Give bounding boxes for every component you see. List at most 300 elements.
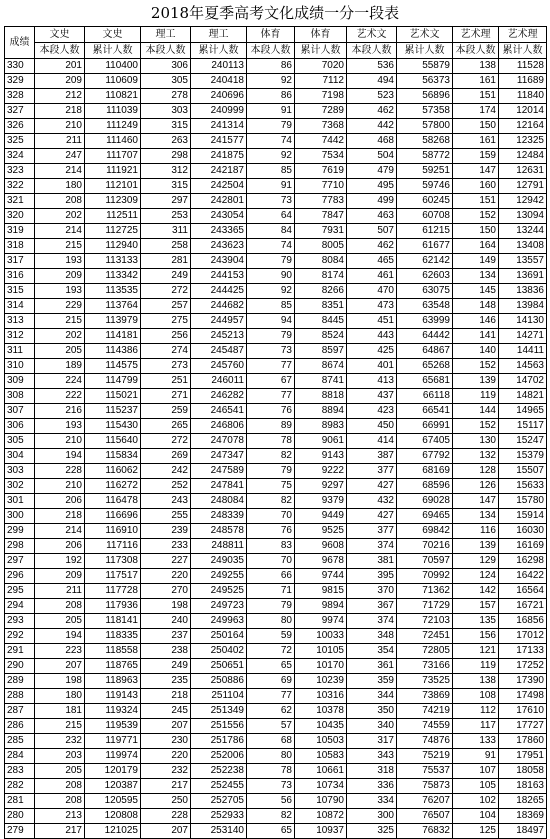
yishuwen-segment-cell: 350 xyxy=(347,704,397,719)
yishuwen-cumulative-cell: 63548 xyxy=(397,299,453,314)
wenshi-cumulative-cell: 114386 xyxy=(85,344,141,359)
wenshi-cumulative-cell: 119974 xyxy=(85,749,141,764)
yishuli-segment-cell: 129 xyxy=(453,554,499,569)
yishuwen-segment-cell: 370 xyxy=(347,584,397,599)
wenshi-segment-cell: 214 xyxy=(35,164,85,179)
wenshi-cumulative-cell: 112309 xyxy=(85,194,141,209)
wenshi-segment-cell: 206 xyxy=(35,539,85,554)
wenshi-cumulative-cell: 117728 xyxy=(85,584,141,599)
wenshi-cumulative-cell: 121025 xyxy=(85,824,141,839)
yishuli-segment-cell: 174 xyxy=(453,104,499,119)
table-row xyxy=(5,719,547,734)
header-cumulative-count: 累计人数 xyxy=(191,43,247,59)
ligong-segment-cell: 230 xyxy=(141,734,191,749)
yishuwen-segment-cell: 463 xyxy=(347,209,397,224)
ligong-segment-cell: 251 xyxy=(141,374,191,389)
tiyu-segment-cell: 73 xyxy=(247,194,295,209)
wenshi-segment-cell: 210 xyxy=(35,119,85,134)
ligong-segment-cell: 239 xyxy=(141,524,191,539)
score-cell: 326 xyxy=(5,119,35,134)
yishuli-segment-cell: 105 xyxy=(453,779,499,794)
wenshi-cumulative-cell: 116910 xyxy=(85,524,141,539)
score-cell: 283 xyxy=(5,764,35,779)
yishuli-cumulative-cell: 15379 xyxy=(499,449,547,464)
tiyu-segment-cell: 92 xyxy=(247,284,295,299)
tiyu-segment-cell: 72 xyxy=(247,644,295,659)
wenshi-cumulative-cell: 114575 xyxy=(85,359,141,374)
yishuwen-cumulative-cell: 68169 xyxy=(397,464,453,479)
tiyu-segment-cell: 75 xyxy=(247,479,295,494)
ligong-segment-cell: 220 xyxy=(141,569,191,584)
wenshi-segment-cell: 228 xyxy=(35,464,85,479)
ligong-cumulative-cell: 250164 xyxy=(191,629,247,644)
score-cell: 300 xyxy=(5,509,35,524)
tiyu-segment-cell: 65 xyxy=(247,659,295,674)
yishuli-cumulative-cell: 17012 xyxy=(499,629,547,644)
yishuli-segment-cell: 148 xyxy=(453,299,499,314)
score-cell: 324 xyxy=(5,149,35,164)
ligong-cumulative-cell: 253140 xyxy=(191,824,247,839)
tiyu-cumulative-cell: 8894 xyxy=(295,404,347,419)
wenshi-segment-cell: 194 xyxy=(35,449,85,464)
yishuwen-segment-cell: 344 xyxy=(347,689,397,704)
yishuli-segment-cell: 139 xyxy=(453,539,499,554)
yishuli-cumulative-cell: 12164 xyxy=(499,119,547,134)
ligong-segment-cell: 272 xyxy=(141,284,191,299)
wenshi-cumulative-cell: 112725 xyxy=(85,224,141,239)
yishuli-cumulative-cell: 15507 xyxy=(499,464,547,479)
wenshi-cumulative-cell: 112940 xyxy=(85,239,141,254)
tiyu-segment-cell: 92 xyxy=(247,74,295,89)
ligong-cumulative-cell: 249035 xyxy=(191,554,247,569)
yishuli-cumulative-cell: 12631 xyxy=(499,164,547,179)
score-cell: 282 xyxy=(5,779,35,794)
wenshi-segment-cell: 211 xyxy=(35,134,85,149)
ligong-segment-cell: 250 xyxy=(141,794,191,809)
score-cell: 288 xyxy=(5,689,35,704)
wenshi-cumulative-cell: 110821 xyxy=(85,89,141,104)
tiyu-cumulative-cell: 10378 xyxy=(295,704,347,719)
yishuwen-cumulative-cell: 59746 xyxy=(397,179,453,194)
ligong-segment-cell: 242 xyxy=(141,464,191,479)
yishuli-cumulative-cell: 16169 xyxy=(499,539,547,554)
score-cell: 297 xyxy=(5,554,35,569)
yishuwen-cumulative-cell: 55879 xyxy=(397,59,453,74)
table-row xyxy=(5,824,547,839)
header-cumulative-count: 累计人数 xyxy=(85,43,141,59)
yishuwen-segment-cell: 318 xyxy=(347,764,397,779)
tiyu-cumulative-cell: 9678 xyxy=(295,554,347,569)
wenshi-segment-cell: 201 xyxy=(35,59,85,74)
ligong-segment-cell: 271 xyxy=(141,389,191,404)
yishuwen-segment-cell: 300 xyxy=(347,809,397,824)
ligong-cumulative-cell: 243054 xyxy=(191,209,247,224)
wenshi-cumulative-cell: 120179 xyxy=(85,764,141,779)
score-cell: 293 xyxy=(5,614,35,629)
ligong-segment-cell: 312 xyxy=(141,164,191,179)
ligong-cumulative-cell: 249963 xyxy=(191,614,247,629)
yishuwen-cumulative-cell: 66541 xyxy=(397,404,453,419)
yishuli-cumulative-cell: 16298 xyxy=(499,554,547,569)
wenshi-segment-cell: 194 xyxy=(35,629,85,644)
yishuwen-segment-cell: 468 xyxy=(347,134,397,149)
ligong-segment-cell: 257 xyxy=(141,299,191,314)
ligong-cumulative-cell: 247841 xyxy=(191,479,247,494)
yishuwen-segment-cell: 462 xyxy=(347,239,397,254)
ligong-cumulative-cell: 250651 xyxy=(191,659,247,674)
yishuwen-cumulative-cell: 76832 xyxy=(397,824,453,839)
yishuli-cumulative-cell: 18163 xyxy=(499,779,547,794)
ligong-segment-cell: 275 xyxy=(141,314,191,329)
wenshi-segment-cell: 192 xyxy=(35,554,85,569)
wenshi-segment-cell: 222 xyxy=(35,389,85,404)
table-row xyxy=(5,134,547,149)
tiyu-cumulative-cell: 9974 xyxy=(295,614,347,629)
tiyu-cumulative-cell: 8818 xyxy=(295,389,347,404)
table-row xyxy=(5,74,547,89)
header-score: 成绩 xyxy=(5,27,35,59)
score-cell: 280 xyxy=(5,809,35,824)
wenshi-cumulative-cell: 118558 xyxy=(85,644,141,659)
tiyu-segment-cell: 78 xyxy=(247,434,295,449)
tiyu-cumulative-cell: 7112 xyxy=(295,74,347,89)
yishuwen-cumulative-cell: 58772 xyxy=(397,149,453,164)
table-row xyxy=(5,764,547,779)
ligong-segment-cell: 232 xyxy=(141,764,191,779)
yishuli-segment-cell: 140 xyxy=(453,344,499,359)
ligong-cumulative-cell: 251556 xyxy=(191,719,247,734)
table-row xyxy=(5,554,547,569)
yishuwen-segment-cell: 374 xyxy=(347,539,397,554)
ligong-cumulative-cell: 252933 xyxy=(191,809,247,824)
yishuwen-cumulative-cell: 72805 xyxy=(397,644,453,659)
ligong-cumulative-cell: 241875 xyxy=(191,149,247,164)
ligong-segment-cell: 233 xyxy=(141,539,191,554)
wenshi-cumulative-cell: 116696 xyxy=(85,509,141,524)
table-row xyxy=(5,299,547,314)
yishuli-segment-cell: 151 xyxy=(453,89,499,104)
tiyu-cumulative-cell: 10790 xyxy=(295,794,347,809)
table-row xyxy=(5,374,547,389)
score-cell: 307 xyxy=(5,404,35,419)
wenshi-segment-cell: 180 xyxy=(35,689,85,704)
yishuli-segment-cell: 125 xyxy=(453,824,499,839)
ligong-segment-cell: 237 xyxy=(141,629,191,644)
tiyu-segment-cell: 64 xyxy=(247,209,295,224)
table-row xyxy=(5,194,547,209)
page-title: 2018年夏季高考文化成绩一分一段表 xyxy=(150,4,400,22)
tiyu-segment-cell: 71 xyxy=(247,584,295,599)
yishuwen-segment-cell: 377 xyxy=(347,524,397,539)
tiyu-cumulative-cell: 10734 xyxy=(295,779,347,794)
wenshi-segment-cell: 189 xyxy=(35,359,85,374)
tiyu-cumulative-cell: 10661 xyxy=(295,764,347,779)
wenshi-cumulative-cell: 113133 xyxy=(85,254,141,269)
ligong-cumulative-cell: 244425 xyxy=(191,284,247,299)
tiyu-cumulative-cell: 10033 xyxy=(295,629,347,644)
yishuli-segment-cell: 159 xyxy=(453,149,499,164)
yishuwen-cumulative-cell: 72451 xyxy=(397,629,453,644)
wenshi-cumulative-cell: 113979 xyxy=(85,314,141,329)
yishuli-segment-cell: 135 xyxy=(453,614,499,629)
wenshi-cumulative-cell: 111707 xyxy=(85,149,141,164)
yishuwen-segment-cell: 395 xyxy=(347,569,397,584)
header-tiyu: 体育 xyxy=(247,27,295,43)
yishuwen-segment-cell: 413 xyxy=(347,374,397,389)
yishuli-cumulative-cell: 14271 xyxy=(499,329,547,344)
header-row-bottom xyxy=(5,43,547,59)
score-cell: 319 xyxy=(5,224,35,239)
tiyu-segment-cell: 89 xyxy=(247,419,295,434)
yishuli-segment-cell: 134 xyxy=(453,269,499,284)
tiyu-cumulative-cell: 8741 xyxy=(295,374,347,389)
wenshi-segment-cell: 208 xyxy=(35,599,85,614)
tiyu-segment-cell: 56 xyxy=(247,794,295,809)
tiyu-cumulative-cell: 10435 xyxy=(295,719,347,734)
wenshi-cumulative-cell: 118963 xyxy=(85,674,141,689)
table-row xyxy=(5,659,547,674)
tiyu-segment-cell: 80 xyxy=(247,614,295,629)
tiyu-cumulative-cell: 9222 xyxy=(295,464,347,479)
yishuwen-segment-cell: 495 xyxy=(347,179,397,194)
wenshi-segment-cell: 218 xyxy=(35,509,85,524)
header-yishuli: 艺术理 xyxy=(453,27,499,43)
yishuwen-segment-cell: 462 xyxy=(347,104,397,119)
tiyu-segment-cell: 80 xyxy=(247,749,295,764)
wenshi-cumulative-cell: 114799 xyxy=(85,374,141,389)
ligong-segment-cell: 243 xyxy=(141,494,191,509)
tiyu-cumulative-cell: 8005 xyxy=(295,239,347,254)
yishuli-segment-cell: 107 xyxy=(453,764,499,779)
yishuli-cumulative-cell: 13557 xyxy=(499,254,547,269)
yishuli-cumulative-cell: 18497 xyxy=(499,824,547,839)
table-row xyxy=(5,254,547,269)
yishuwen-cumulative-cell: 64867 xyxy=(397,344,453,359)
wenshi-cumulative-cell: 119539 xyxy=(85,719,141,734)
yishuwen-cumulative-cell: 65681 xyxy=(397,374,453,389)
ligong-cumulative-cell: 247347 xyxy=(191,449,247,464)
score-cell: 302 xyxy=(5,479,35,494)
header-row-top xyxy=(5,27,547,43)
wenshi-cumulative-cell: 115640 xyxy=(85,434,141,449)
ligong-cumulative-cell: 246282 xyxy=(191,389,247,404)
ligong-cumulative-cell: 246011 xyxy=(191,374,247,389)
yishuwen-cumulative-cell: 62603 xyxy=(397,269,453,284)
ligong-cumulative-cell: 240418 xyxy=(191,74,247,89)
score-cell: 315 xyxy=(5,284,35,299)
score-cell: 313 xyxy=(5,314,35,329)
ligong-segment-cell: 238 xyxy=(141,644,191,659)
header-cumulative-count: 累计人数 xyxy=(397,43,453,59)
yishuli-segment-cell: 149 xyxy=(453,254,499,269)
table-row xyxy=(5,344,547,359)
tiyu-cumulative-cell: 7847 xyxy=(295,209,347,224)
yishuli-segment-cell: 121 xyxy=(453,644,499,659)
tiyu-cumulative-cell: 10503 xyxy=(295,734,347,749)
yishuli-cumulative-cell: 13984 xyxy=(499,299,547,314)
header-ligong: 理工 xyxy=(191,27,247,43)
yishuwen-cumulative-cell: 75873 xyxy=(397,779,453,794)
ligong-cumulative-cell: 252006 xyxy=(191,749,247,764)
wenshi-cumulative-cell: 117116 xyxy=(85,539,141,554)
tiyu-cumulative-cell: 9061 xyxy=(295,434,347,449)
tiyu-segment-cell: 82 xyxy=(247,494,295,509)
ligong-segment-cell: 253 xyxy=(141,209,191,224)
tiyu-cumulative-cell: 10872 xyxy=(295,809,347,824)
yishuli-segment-cell: 142 xyxy=(453,584,499,599)
wenshi-segment-cell: 214 xyxy=(35,524,85,539)
tiyu-segment-cell: 85 xyxy=(247,299,295,314)
wenshi-cumulative-cell: 114181 xyxy=(85,329,141,344)
yishuwen-segment-cell: 359 xyxy=(347,674,397,689)
yishuwen-cumulative-cell: 64442 xyxy=(397,329,453,344)
ligong-segment-cell: 278 xyxy=(141,89,191,104)
wenshi-cumulative-cell: 116062 xyxy=(85,464,141,479)
ligong-segment-cell: 256 xyxy=(141,329,191,344)
wenshi-segment-cell: 205 xyxy=(35,764,85,779)
wenshi-cumulative-cell: 111460 xyxy=(85,134,141,149)
yishuwen-segment-cell: 450 xyxy=(347,419,397,434)
yishuli-segment-cell: 117 xyxy=(453,719,499,734)
tiyu-segment-cell: 57 xyxy=(247,719,295,734)
wenshi-segment-cell: 203 xyxy=(35,749,85,764)
table-row xyxy=(5,209,547,224)
yishuli-cumulative-cell: 14702 xyxy=(499,374,547,389)
score-cell: 328 xyxy=(5,89,35,104)
yishuwen-cumulative-cell: 61677 xyxy=(397,239,453,254)
score-cell: 322 xyxy=(5,179,35,194)
yishuli-cumulative-cell: 14563 xyxy=(499,359,547,374)
tiyu-cumulative-cell: 7442 xyxy=(295,134,347,149)
yishuwen-segment-cell: 494 xyxy=(347,74,397,89)
table-row xyxy=(5,449,547,464)
ligong-cumulative-cell: 246806 xyxy=(191,419,247,434)
yishuli-segment-cell: 126 xyxy=(453,479,499,494)
yishuli-cumulative-cell: 15247 xyxy=(499,434,547,449)
tiyu-cumulative-cell: 8266 xyxy=(295,284,347,299)
score-cell: 281 xyxy=(5,794,35,809)
yishuwen-segment-cell: 340 xyxy=(347,719,397,734)
yishuwen-cumulative-cell: 67405 xyxy=(397,434,453,449)
yishuwen-cumulative-cell: 68596 xyxy=(397,479,453,494)
yishuli-cumulative-cell: 17610 xyxy=(499,704,547,719)
score-cell: 308 xyxy=(5,389,35,404)
yishuli-cumulative-cell: 18369 xyxy=(499,809,547,824)
yishuwen-cumulative-cell: 76507 xyxy=(397,809,453,824)
score-cell: 296 xyxy=(5,569,35,584)
yishuwen-segment-cell: 377 xyxy=(347,464,397,479)
yishuwen-segment-cell: 401 xyxy=(347,359,397,374)
table-row xyxy=(5,59,547,74)
score-cell: 320 xyxy=(5,209,35,224)
wenshi-cumulative-cell: 120595 xyxy=(85,794,141,809)
tiyu-cumulative-cell: 7619 xyxy=(295,164,347,179)
yishuli-segment-cell: 91 xyxy=(453,749,499,764)
yishuli-segment-cell: 152 xyxy=(453,359,499,374)
ligong-segment-cell: 274 xyxy=(141,344,191,359)
yishuli-cumulative-cell: 15780 xyxy=(499,494,547,509)
wenshi-segment-cell: 208 xyxy=(35,779,85,794)
wenshi-segment-cell: 224 xyxy=(35,374,85,389)
wenshi-segment-cell: 181 xyxy=(35,704,85,719)
yishuli-cumulative-cell: 17390 xyxy=(499,674,547,689)
tiyu-segment-cell: 70 xyxy=(247,554,295,569)
yishuli-cumulative-cell: 18058 xyxy=(499,764,547,779)
yishuli-cumulative-cell: 15914 xyxy=(499,509,547,524)
ligong-cumulative-cell: 248578 xyxy=(191,524,247,539)
ligong-segment-cell: 218 xyxy=(141,689,191,704)
tiyu-cumulative-cell: 9143 xyxy=(295,449,347,464)
tiyu-segment-cell: 70 xyxy=(247,509,295,524)
table-row xyxy=(5,179,547,194)
ligong-cumulative-cell: 243623 xyxy=(191,239,247,254)
header-cumulative-count: 累计人数 xyxy=(499,43,547,59)
yishuli-cumulative-cell: 12791 xyxy=(499,179,547,194)
yishuli-cumulative-cell: 14411 xyxy=(499,344,547,359)
yishuwen-cumulative-cell: 74559 xyxy=(397,719,453,734)
yishuwen-segment-cell: 325 xyxy=(347,824,397,839)
wenshi-cumulative-cell: 115237 xyxy=(85,404,141,419)
ligong-cumulative-cell: 242504 xyxy=(191,179,247,194)
ligong-segment-cell: 207 xyxy=(141,824,191,839)
yishuli-segment-cell: 138 xyxy=(453,59,499,74)
ligong-cumulative-cell: 251349 xyxy=(191,704,247,719)
ligong-cumulative-cell: 241577 xyxy=(191,134,247,149)
tiyu-cumulative-cell: 9449 xyxy=(295,509,347,524)
tiyu-segment-cell: 84 xyxy=(247,224,295,239)
tiyu-cumulative-cell: 8597 xyxy=(295,344,347,359)
ligong-cumulative-cell: 240113 xyxy=(191,59,247,74)
yishuli-cumulative-cell: 18265 xyxy=(499,794,547,809)
tiyu-segment-cell: 59 xyxy=(247,629,295,644)
ligong-segment-cell: 258 xyxy=(141,239,191,254)
wenshi-segment-cell: 211 xyxy=(35,584,85,599)
tiyu-cumulative-cell: 7710 xyxy=(295,179,347,194)
yishuwen-segment-cell: 336 xyxy=(347,779,397,794)
wenshi-segment-cell: 232 xyxy=(35,734,85,749)
yishuli-cumulative-cell: 13244 xyxy=(499,224,547,239)
score-cell: 329 xyxy=(5,74,35,89)
ligong-segment-cell: 252 xyxy=(141,479,191,494)
tiyu-segment-cell: 91 xyxy=(247,179,295,194)
yishuwen-cumulative-cell: 57358 xyxy=(397,104,453,119)
score-cell: 305 xyxy=(5,434,35,449)
tiyu-segment-cell: 77 xyxy=(247,389,295,404)
tiyu-cumulative-cell: 10583 xyxy=(295,749,347,764)
yishuli-segment-cell: 147 xyxy=(453,164,499,179)
tiyu-segment-cell: 67 xyxy=(247,374,295,389)
wenshi-cumulative-cell: 115834 xyxy=(85,449,141,464)
yishuli-cumulative-cell: 11689 xyxy=(499,74,547,89)
tiyu-cumulative-cell: 7931 xyxy=(295,224,347,239)
yishuwen-cumulative-cell: 58268 xyxy=(397,134,453,149)
yishuli-segment-cell: 133 xyxy=(453,734,499,749)
score-cell: 311 xyxy=(5,344,35,359)
wenshi-cumulative-cell: 111039 xyxy=(85,104,141,119)
header-yishuwen: 艺术文 xyxy=(347,27,397,43)
ligong-segment-cell: 240 xyxy=(141,614,191,629)
ligong-segment-cell: 249 xyxy=(141,269,191,284)
yishuli-cumulative-cell: 16721 xyxy=(499,599,547,614)
yishuwen-segment-cell: 442 xyxy=(347,119,397,134)
table-row xyxy=(5,104,547,119)
wenshi-cumulative-cell: 116272 xyxy=(85,479,141,494)
ligong-cumulative-cell: 244957 xyxy=(191,314,247,329)
header-segment-count: 本段人数 xyxy=(453,43,499,59)
wenshi-segment-cell: 198 xyxy=(35,674,85,689)
tiyu-segment-cell: 74 xyxy=(247,134,295,149)
wenshi-cumulative-cell: 115021 xyxy=(85,389,141,404)
